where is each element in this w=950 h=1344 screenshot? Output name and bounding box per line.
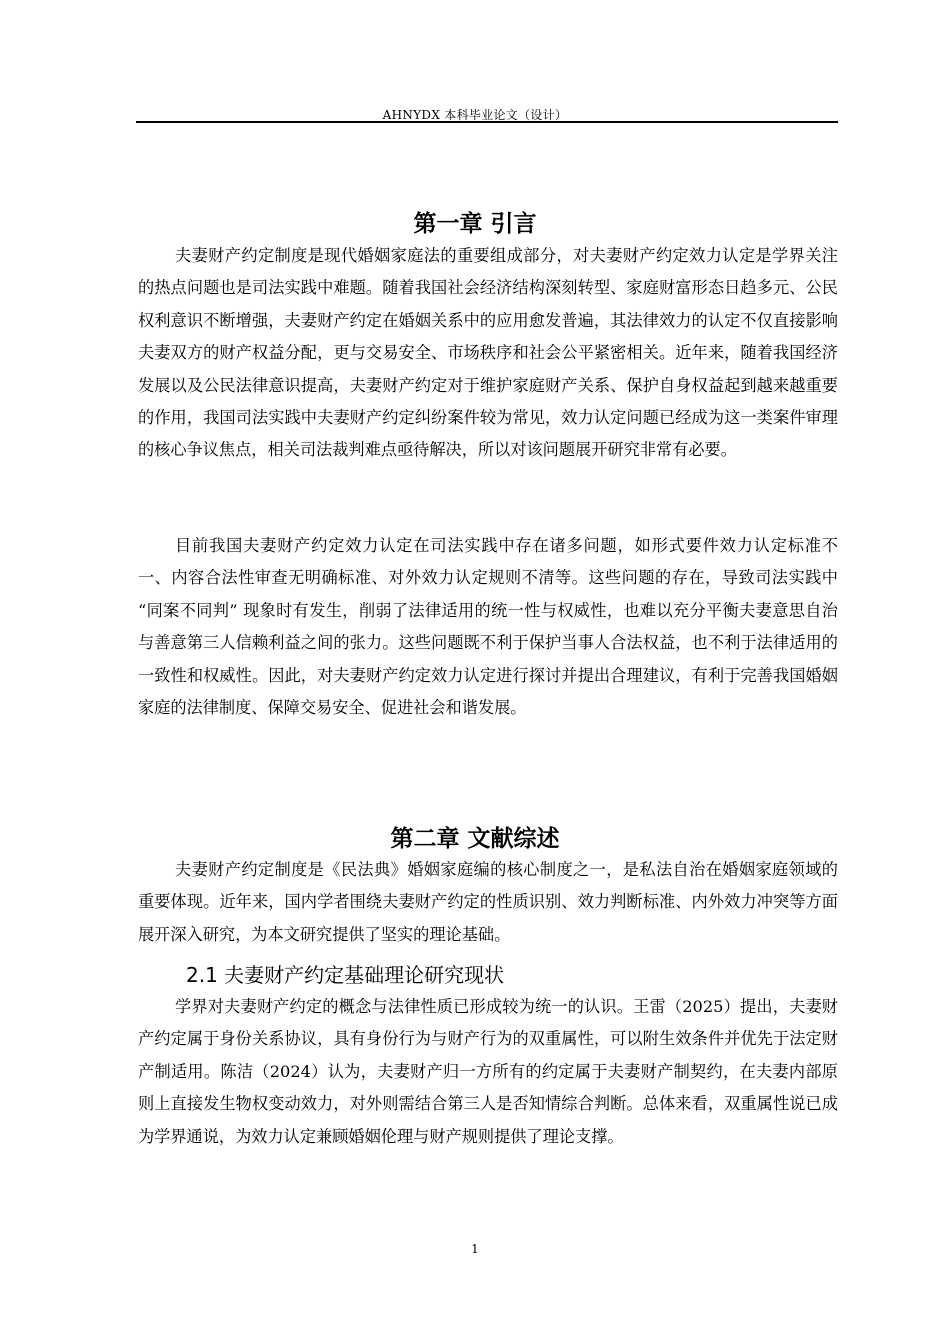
chapter-2-paragraph-1: 夫妻财产约定制度是《民法典》婚姻家庭编的核心制度之一，是私法自治在婚姻家庭领域的重要体现。近年来，国内学者围绕夫妻财产约定的性质识别、效力判断标准、内外效力冲突等方面展开深入研究，为本文研究提供了坚实的理论基础。: [138, 860, 838, 944]
chapter-1-title: 第一章 引言: [413, 211, 537, 237]
chapter-2-title: 第二章 文献综述: [390, 826, 560, 852]
chapter-1-paragraph-1: 夫妻财产约定制度是现代婚姻家庭法的重要组成部分，对夫妻财产约定效力认定是学界关注的热点问题也是司法实践中难题。随着我国社会经济结构深刻转型、家庭财富形态日趋多元、公民权利意识不断增强，夫妻财产约定在婚姻关系中的应用愈发普遍，其法律效力的认定不仅直接影响夫妻双方的财产权益分配，更与交易安全、市场秩序和社会公平紧密相关。近年来，随着我国经济发展以及公民法律意识提高，夫妻财产约定对于维护家庭财产关系、保护自身权益起到越来越重要的作用，我国司法实践中夫妻财产约定纠纷案件较为常见，效力认定问题已经成为这一类案件审理的核心争议焦点，相关司法裁判难点亟待解决，所以对该问题展开研究非常有必要。: [138, 246, 838, 460]
page-number: 1: [471, 1242, 479, 1256]
chapter-1-paragraph-2: 目前我国夫妻财产约定效力认定在司法实践中存在诸多问题，如形式要件效力认定标准不一、内容合法性审查无明确标准、对外效力认定规则不清等。这些问题的存在，导致司法实践中 “同案不同判” 现象时有发生，削弱了法律适用的统一性与权威性，也难以充分平衡夫妻意思自治与善意第三人信赖利益之间的张力。这些问题既不利于保护当事人合法权益，也不利于法律适用的一致性和权威性。因此，对夫妻财产约定效力认定进行探讨并提出合理建议，有利于完善我国婚姻家庭的法律制度、保障交易安全、促进社会和谐发展。: [138, 536, 838, 718]
header-divider: [136, 121, 838, 123]
section-2-1-paragraph-1: 学界对夫妻财产约定的概念与法律性质已形成较为统一的认识。王雷（2025）提出，夫妻财产约定属于身份关系协议，具有身份行为与财产行为的双重属性，可以附生效条件并优先于法定财产制适用。陈洁（2024）认为，夫妻财产归一方所有的约定属于夫妻财产制契约，在夫妻内部原则上直接发生物权变动效力，对外则需结合第三人是否知情综合判断。总体来看，双重属性说已成为学界通说，为效力认定兼顾婚姻伦理与财产规则提供了理论支撑。: [138, 997, 838, 1146]
section-2-1-title: 2.1 夫妻财产约定基础理论研究现状: [186, 963, 505, 987]
running-header: AHNYDX 本科毕业论文（设计）: [382, 108, 568, 122]
